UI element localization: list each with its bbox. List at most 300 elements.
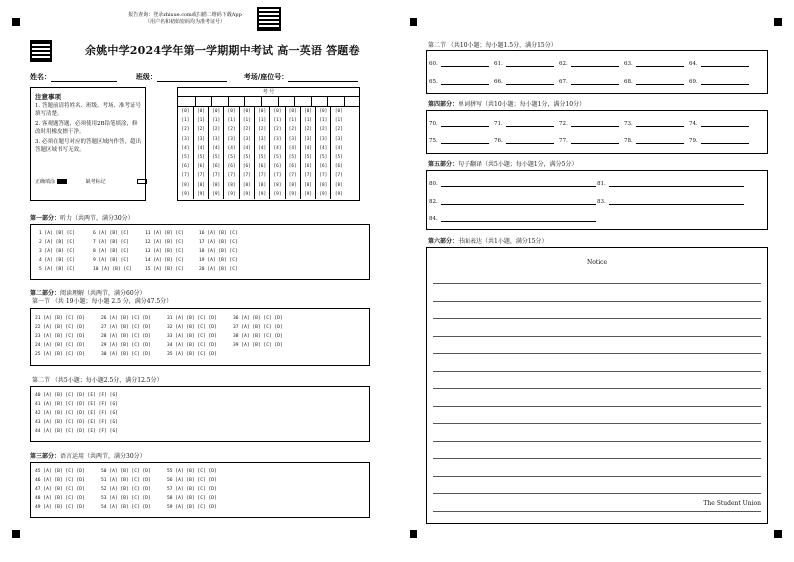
answer-line[interactable] bbox=[441, 121, 489, 127]
exam-digit-bubble[interactable]: [4] bbox=[270, 144, 285, 153]
exam-digit-bubble[interactable]: [4] bbox=[239, 144, 254, 153]
part2-heading-bold: 第二部分： bbox=[30, 290, 61, 297]
exam-digit-bubble[interactable]: [4] bbox=[300, 144, 315, 153]
item-number: 82. bbox=[429, 199, 438, 205]
exam-digit-bubble[interactable]: [2] bbox=[193, 125, 208, 134]
answer-item[interactable]: 43 [A] [B] [C] [D] [E] [F] [G] bbox=[35, 420, 118, 425]
exam-digit-bubble[interactable]: [3] bbox=[224, 135, 239, 144]
answer-line[interactable] bbox=[609, 199, 744, 205]
answer-item[interactable]: 56 [A] [B] [C] [D] bbox=[167, 478, 217, 483]
item-number: 76. bbox=[494, 138, 503, 144]
item-number: 70. bbox=[429, 121, 438, 127]
registration-mark bbox=[774, 530, 782, 538]
exam-digit-bubble[interactable]: [1] bbox=[316, 116, 331, 125]
answer-item[interactable]: 13 [A] [B] [C] bbox=[145, 249, 184, 254]
part5-translation-box bbox=[426, 170, 768, 230]
answer-item[interactable]: 48 [A] [B] [C] [D] bbox=[35, 496, 85, 501]
exam-digit-bubble[interactable]: [8] bbox=[181, 182, 190, 188]
correct-fill-label: 正确填涂 bbox=[35, 179, 56, 185]
answer-column bbox=[233, 314, 283, 350]
answer-item[interactable]: 21 [A] [B] [C] [D] bbox=[35, 316, 85, 321]
exam-digit-bubble[interactable]: [7] bbox=[300, 171, 315, 180]
answer-item[interactable]: 19 [A] [B] [C] bbox=[199, 258, 238, 263]
answer-line[interactable] bbox=[636, 79, 684, 85]
exam-digit-bubble[interactable]: [6] bbox=[285, 162, 300, 171]
exam-digit-bubble[interactable]: [9] bbox=[316, 190, 331, 199]
fill-item bbox=[559, 138, 619, 144]
exam-digit-bubble[interactable]: [7] bbox=[254, 171, 269, 180]
exam-digit-bubble[interactable]: [5] bbox=[224, 153, 239, 162]
exam-digit-bubble[interactable]: [3] bbox=[239, 135, 254, 144]
answer-item[interactable]: 58 [A] [B] [C] [D] bbox=[167, 496, 217, 501]
answer-line[interactable] bbox=[609, 181, 744, 187]
answer-item[interactable]: 50 [A] [B] [C] [D] bbox=[101, 469, 151, 474]
answer-item[interactable]: 39 [A] [B] [C] [D] bbox=[233, 343, 283, 348]
answer-item[interactable]: 38 [A] [B] [C] [D] bbox=[233, 334, 283, 339]
part1-answer-box bbox=[30, 224, 370, 280]
essay-writing-line[interactable] bbox=[433, 493, 761, 494]
answer-item[interactable]: 17 [A] [B] [C] bbox=[199, 240, 238, 245]
part3-heading bbox=[30, 451, 146, 460]
essay-writing-line[interactable] bbox=[433, 458, 761, 459]
answer-line[interactable] bbox=[506, 79, 554, 85]
answer-item[interactable]: 22 [A] [B] [C] [D] bbox=[35, 325, 85, 330]
answer-item[interactable]: 14 [A] [B] [C] bbox=[145, 258, 184, 263]
fill-item bbox=[429, 61, 489, 67]
answer-item[interactable]: 27 [A] [B] [C] [D] bbox=[101, 325, 151, 330]
exam-digit-bubble[interactable]: [2] bbox=[224, 125, 239, 134]
part3-heading-bold: 第三部分： bbox=[30, 453, 61, 460]
answer-line[interactable] bbox=[441, 61, 489, 67]
exam-digit-bubble[interactable]: [3] bbox=[316, 135, 331, 144]
answer-item[interactable]: 26 [A] [B] [C] [D] bbox=[101, 316, 151, 321]
answer-column bbox=[39, 229, 75, 274]
exam-digit-bubble[interactable]: [2] bbox=[270, 125, 285, 134]
essay-writing-line[interactable] bbox=[433, 441, 761, 442]
essay-writing-line[interactable] bbox=[433, 283, 761, 284]
exam-number-row bbox=[178, 153, 346, 162]
exam-digit-bubble[interactable]: [4] bbox=[209, 144, 224, 153]
exam-digit-bubble[interactable]: [5] bbox=[331, 153, 346, 162]
essay-writing-line[interactable] bbox=[433, 423, 761, 424]
answer-item[interactable]: 34 [A] [B] [C] [D] bbox=[167, 343, 217, 348]
answer-item[interactable]: 20 [A] [B] [C] bbox=[199, 267, 238, 272]
fill-item bbox=[494, 121, 554, 127]
answer-item[interactable]: 40 [A] [B] [C] [D] [E] [F] [G] bbox=[35, 393, 118, 398]
answer-line[interactable] bbox=[636, 138, 684, 144]
exam-digit-bubble[interactable]: [1] bbox=[224, 116, 239, 125]
answer-item[interactable]: 42 [A] [B] [C] [D] [E] [F] [G] bbox=[35, 411, 118, 416]
registration-mark bbox=[774, 18, 782, 26]
exam-digit-bubble[interactable]: [8] bbox=[331, 181, 346, 190]
seat-field[interactable] bbox=[288, 74, 358, 82]
exam-digit-bubble[interactable]: [0] bbox=[181, 109, 190, 114]
exam-digit-bubble[interactable]: [1] bbox=[300, 116, 315, 125]
exam-digit-bubble[interactable]: [7] bbox=[239, 171, 254, 180]
exam-number-row bbox=[178, 190, 346, 199]
item-number: 81. bbox=[597, 181, 606, 187]
exam-digit-bubble[interactable]: [2] bbox=[254, 125, 269, 134]
exam-digit-bubble[interactable]: [3] bbox=[270, 135, 285, 144]
exam-digit-bubble[interactable]: [7] bbox=[193, 171, 208, 180]
grid-divider bbox=[244, 97, 245, 107]
answer-item[interactable]: 10 [A] [B] [C] bbox=[93, 267, 132, 272]
exam-digit-bubble[interactable]: [2] bbox=[181, 127, 190, 133]
answer-column bbox=[101, 467, 151, 512]
part3-sub2-heading: 第二节 （共10小题；每小题1.5分，满分15分） bbox=[428, 42, 557, 49]
part2-sec1-answer-box bbox=[30, 308, 370, 366]
seat-label: 考场/座位号： bbox=[243, 72, 289, 81]
exam-digit-bubble[interactable]: [9] bbox=[254, 190, 269, 199]
answer-item[interactable]: 30 [A] [B] [C] [D] bbox=[101, 352, 151, 357]
exam-digit-bubble[interactable]: [9] bbox=[270, 190, 285, 199]
translation-84 bbox=[429, 216, 596, 222]
exam-digit-bubble[interactable]: [8] bbox=[285, 181, 300, 190]
exam-number-write-row[interactable] bbox=[178, 97, 359, 107]
answer-column bbox=[35, 391, 118, 436]
exam-digit-bubble[interactable]: [4] bbox=[285, 144, 300, 153]
grid-divider bbox=[311, 97, 312, 107]
part6-heading bbox=[428, 236, 547, 245]
answer-item[interactable]: 1 [A] [B] [C] bbox=[39, 231, 75, 236]
exam-digit-bubble[interactable]: [0] bbox=[285, 107, 300, 116]
notice-line: （用户名和初始密码均为准考证号） bbox=[144, 19, 225, 25]
answer-item[interactable]: 33 [A] [B] [C] [D] bbox=[167, 334, 217, 339]
exam-digit-bubble[interactable]: [0] bbox=[331, 107, 346, 116]
answer-line[interactable] bbox=[571, 79, 619, 85]
essay-writing-line[interactable] bbox=[433, 476, 761, 477]
exam-digit-bubble[interactable]: [4] bbox=[224, 144, 239, 153]
answer-column bbox=[167, 314, 217, 359]
part2-sec2-answer-box bbox=[30, 386, 370, 442]
exam-digit-bubble[interactable]: [9] bbox=[193, 190, 208, 199]
exam-digit-bubble[interactable]: [7] bbox=[209, 171, 224, 180]
answer-column bbox=[93, 229, 132, 274]
answer-column bbox=[35, 467, 85, 512]
exam-digit-bubble[interactable]: [6] bbox=[181, 164, 190, 170]
part3-fill-box bbox=[426, 50, 768, 94]
exam-digit-bubble[interactable]: [7] bbox=[285, 171, 300, 180]
answer-item[interactable]: 54 [A] [B] [C] [D] bbox=[101, 505, 151, 510]
exam-digit-bubble[interactable]: [2] bbox=[239, 125, 254, 134]
exam-digit-bubble[interactable]: [0] bbox=[193, 107, 208, 116]
exam-digit-bubble[interactable]: [1] bbox=[193, 116, 208, 125]
exam-digit-bubble[interactable]: [9] bbox=[224, 190, 239, 199]
answer-item[interactable]: 47 [A] [B] [C] [D] bbox=[35, 487, 85, 492]
registration-mark bbox=[12, 530, 20, 538]
answer-item[interactable]: 4 [A] [B] [C] bbox=[39, 258, 75, 263]
exam-number-row bbox=[178, 144, 346, 153]
answer-column bbox=[167, 467, 217, 512]
answer-item[interactable]: 8 [A] [B] [C] bbox=[93, 249, 129, 254]
exam-digit-bubble[interactable]: [3] bbox=[209, 135, 224, 144]
exam-digit-bubble[interactable]: [7] bbox=[316, 171, 331, 180]
answer-item[interactable]: 16 [A] [B] [C] bbox=[199, 231, 238, 236]
exam-digit-bubble[interactable]: [8] bbox=[239, 181, 254, 190]
answer-line[interactable] bbox=[506, 121, 554, 127]
answer-item[interactable]: 45 [A] [B] [C] [D] bbox=[35, 469, 85, 474]
exam-digit-bubble[interactable]: [8] bbox=[193, 181, 208, 190]
answer-item[interactable]: 37 [A] [B] [C] [D] bbox=[233, 325, 283, 330]
registration-mark bbox=[410, 530, 417, 538]
answer-line[interactable] bbox=[701, 138, 749, 144]
answer-line[interactable] bbox=[571, 121, 619, 127]
exam-digit-bubble[interactable]: [3] bbox=[254, 135, 269, 144]
exam-digit-bubble[interactable]: [9] bbox=[331, 190, 346, 199]
item-number: 77. bbox=[559, 138, 568, 144]
answer-item[interactable]: 52 [A] [B] [C] [D] bbox=[101, 487, 151, 492]
item-number: 64. bbox=[689, 61, 698, 67]
exam-digit-bubble[interactable]: [0] bbox=[300, 107, 315, 116]
fill-item bbox=[689, 121, 749, 127]
fill-item bbox=[689, 79, 749, 85]
exam-digit-bubble[interactable]: [1] bbox=[239, 116, 254, 125]
exam-digit-bubble[interactable]: [7] bbox=[270, 171, 285, 180]
class-field[interactable] bbox=[157, 74, 227, 82]
exam-digit-bubble[interactable]: [5] bbox=[254, 153, 269, 162]
answer-line[interactable] bbox=[636, 61, 684, 67]
answer-item[interactable]: 18 [A] [B] [C] bbox=[199, 249, 238, 254]
exam-digit-bubble[interactable]: [9] bbox=[239, 190, 254, 199]
note-item: 2. 客观题答题，必须使用2B铅笔填涂，修改时用橡皮擦干净。 bbox=[35, 121, 138, 135]
exam-digit-bubble[interactable]: [8] bbox=[254, 181, 269, 190]
exam-digit-bubble[interactable]: [8] bbox=[300, 181, 315, 190]
answer-item[interactable]: 25 [A] [B] [C] [D] bbox=[35, 352, 85, 357]
grid-divider bbox=[261, 97, 262, 107]
exam-digit-bubble[interactable]: [5] bbox=[181, 155, 190, 161]
exam-digit-bubble[interactable]: [5] bbox=[316, 153, 331, 162]
answer-item[interactable]: 3 [A] [B] [C] bbox=[39, 249, 75, 254]
exam-digit-bubble[interactable]: [2] bbox=[285, 125, 300, 134]
answer-column bbox=[35, 314, 85, 359]
exam-digit-bubble[interactable]: [8] bbox=[316, 181, 331, 190]
exam-digit-bubble[interactable]: [7] bbox=[331, 171, 346, 180]
essay-writing-line[interactable] bbox=[433, 336, 761, 337]
essay-writing-line[interactable] bbox=[433, 388, 761, 389]
exam-digit-bubble[interactable]: [4] bbox=[316, 144, 331, 153]
item-number: 65. bbox=[429, 79, 438, 85]
exam-digit-bubble[interactable]: [0] bbox=[209, 107, 224, 116]
grid-divider bbox=[195, 97, 196, 107]
item-number: 80. bbox=[429, 181, 438, 187]
answer-item[interactable]: 12 [A] [B] [C] bbox=[145, 240, 184, 245]
exam-digit-bubble[interactable]: [9] bbox=[285, 190, 300, 199]
answer-item[interactable]: 51 [A] [B] [C] [D] bbox=[101, 478, 151, 483]
answer-item[interactable]: 6 [A] [B] [C] bbox=[93, 231, 129, 236]
notes-heading: 注意事项 bbox=[35, 93, 61, 101]
exam-digit-bubble[interactable]: [5] bbox=[300, 153, 315, 162]
answer-item[interactable]: 53 [A] [B] [C] [D] bbox=[101, 496, 151, 501]
exam-digit-bubble[interactable]: [3] bbox=[331, 135, 346, 144]
exam-digit-bubble[interactable]: [7] bbox=[224, 171, 239, 180]
exam-number-row bbox=[178, 116, 346, 125]
exam-digit-bubble[interactable]: [3] bbox=[285, 135, 300, 144]
answer-line[interactable] bbox=[571, 61, 619, 67]
exam-number-label: 考 号 bbox=[178, 88, 359, 97]
exam-digit-bubble[interactable]: [3] bbox=[181, 136, 190, 142]
essay-writing-line[interactable] bbox=[433, 511, 761, 512]
exam-digit-bubble[interactable]: [2] bbox=[316, 125, 331, 134]
exam-number-grid bbox=[177, 87, 360, 201]
item-number: 66. bbox=[494, 79, 503, 85]
grid-divider bbox=[278, 97, 279, 107]
exam-digit-bubble[interactable]: [6] bbox=[224, 162, 239, 171]
part1-heading-rest: 听力（共两节，满分30分） bbox=[60, 215, 134, 222]
part2-sub1-heading: 第一节 （共 19小题；每小题 2.5 分，满分47.5分） bbox=[32, 298, 173, 305]
exam-digit-bubble[interactable]: [6] bbox=[239, 162, 254, 171]
answer-item[interactable]: 29 [A] [B] [C] [D] bbox=[101, 343, 151, 348]
part3-answer-box bbox=[30, 462, 370, 518]
absent-mark-box[interactable] bbox=[137, 179, 147, 184]
essay-box[interactable] bbox=[426, 247, 768, 524]
exam-digit-bubble[interactable]: [1] bbox=[270, 116, 285, 125]
part4-heading bbox=[428, 99, 585, 108]
exam-digit-bubble[interactable]: [6] bbox=[331, 162, 346, 171]
exam-digit-bubble[interactable]: [5] bbox=[239, 153, 254, 162]
exam-digit-bubble[interactable]: [4] bbox=[254, 144, 269, 153]
essay-writing-line[interactable] bbox=[433, 353, 761, 354]
exam-number-row bbox=[178, 125, 346, 134]
answer-line[interactable] bbox=[441, 181, 596, 187]
exam-digit-bubble[interactable]: [4] bbox=[193, 144, 208, 153]
answer-item[interactable]: 15 [A] [B] [C] bbox=[145, 267, 184, 272]
exam-digit-bubble[interactable]: [5] bbox=[270, 153, 285, 162]
essay-writing-line[interactable] bbox=[433, 318, 761, 319]
answer-item[interactable]: 31 [A] [B] [C] [D] bbox=[167, 316, 217, 321]
answer-item[interactable]: 5 [A] [B] [C] bbox=[39, 267, 75, 272]
answer-item[interactable]: 41 [A] [B] [C] [D] [E] [F] [G] bbox=[35, 402, 118, 407]
part6-heading-bold: 第六部分： bbox=[428, 238, 459, 245]
exam-digit-bubble[interactable]: [2] bbox=[331, 125, 346, 134]
exam-digit-bubble[interactable]: [1] bbox=[285, 116, 300, 125]
exam-digit-bubble[interactable]: [2] bbox=[300, 125, 315, 134]
essay-writing-line[interactable] bbox=[433, 406, 761, 407]
answer-line[interactable] bbox=[441, 216, 596, 222]
exam-digit-bubble[interactable]: [4] bbox=[181, 145, 190, 151]
fill-item bbox=[494, 79, 554, 85]
item-number: 69. bbox=[689, 79, 698, 85]
answer-line[interactable] bbox=[441, 79, 489, 85]
answer-item[interactable]: 35 [A] [B] [C] [D] bbox=[167, 352, 217, 357]
student-info-row bbox=[30, 72, 358, 82]
exam-digit-bubble[interactable]: [8] bbox=[224, 181, 239, 190]
answer-item[interactable]: 55 [A] [B] [C] [D] bbox=[167, 469, 217, 474]
answer-line[interactable] bbox=[506, 61, 554, 67]
exam-digit-bubble[interactable]: [9] bbox=[300, 190, 315, 199]
exam-digit-bubble[interactable]: [1] bbox=[331, 116, 346, 125]
exam-digit-bubble[interactable]: [0] bbox=[254, 107, 269, 116]
grid-divider bbox=[294, 97, 295, 107]
answer-item[interactable]: 2 [A] [B] [C] bbox=[39, 240, 75, 245]
answer-item[interactable]: 24 [A] [B] [C] [D] bbox=[35, 343, 85, 348]
exam-digit-bubble[interactable]: [6] bbox=[193, 162, 208, 171]
fill-item bbox=[559, 61, 619, 67]
answer-item[interactable]: 23 [A] [B] [C] [D] bbox=[35, 334, 85, 339]
answer-item[interactable]: 46 [A] [B] [C] [D] bbox=[35, 478, 85, 483]
exam-digit-bubble[interactable]: [7] bbox=[181, 173, 190, 179]
essay-writing-line[interactable] bbox=[433, 371, 761, 372]
exam-digit-bubble[interactable]: [1] bbox=[254, 116, 269, 125]
exam-digit-bubble[interactable]: [0] bbox=[270, 107, 285, 116]
answer-item[interactable]: 7 [A] [B] [C] bbox=[93, 240, 129, 245]
part4-heading-rest: 单词拼写（共10小题；每小题1分，满分10分） bbox=[458, 101, 586, 108]
answer-line[interactable] bbox=[701, 121, 749, 127]
exam-digit-bubble[interactable]: [8] bbox=[209, 181, 224, 190]
answer-item[interactable]: 32 [A] [B] [C] [D] bbox=[167, 325, 217, 330]
answer-item[interactable]: 36 [A] [B] [C] [D] bbox=[233, 316, 283, 321]
exam-number-bubbles bbox=[178, 107, 346, 199]
exam-digit-bubble[interactable]: [1] bbox=[209, 116, 224, 125]
part6-heading-rest: 书面表达（共1小题，满分15分） bbox=[458, 238, 548, 245]
answer-line[interactable] bbox=[636, 121, 684, 127]
answer-line[interactable] bbox=[441, 199, 596, 205]
exam-digit-bubble[interactable]: [8] bbox=[270, 181, 285, 190]
answer-line[interactable] bbox=[701, 61, 749, 67]
exam-digit-bubble[interactable]: [9] bbox=[181, 191, 190, 197]
fill-item bbox=[429, 79, 489, 85]
part3-heading-rest: 语言运用（共两节，满分30分） bbox=[60, 453, 146, 460]
answer-line[interactable] bbox=[571, 138, 619, 144]
answer-column bbox=[101, 314, 151, 359]
answer-item[interactable]: 57 [A] [B] [C] [D] bbox=[167, 487, 217, 492]
exam-digit-bubble[interactable]: [5] bbox=[209, 153, 224, 162]
exam-digit-bubble[interactable]: [4] bbox=[331, 144, 346, 153]
exam-digit-bubble[interactable]: [0] bbox=[239, 107, 254, 116]
exam-digit-bubble[interactable]: [6] bbox=[254, 162, 269, 171]
answer-item[interactable]: 59 [A] [B] [C] [D] bbox=[167, 505, 217, 510]
exam-number-row bbox=[178, 135, 346, 144]
exam-digit-bubble[interactable]: [5] bbox=[193, 153, 208, 162]
exam-digit-bubble[interactable]: [0] bbox=[316, 107, 331, 116]
item-number: 63. bbox=[624, 61, 633, 67]
item-number: 75. bbox=[429, 138, 438, 144]
fill-item bbox=[624, 121, 684, 127]
answer-line[interactable] bbox=[441, 138, 489, 144]
exam-digit-bubble[interactable]: [2] bbox=[209, 125, 224, 134]
essay-writing-line[interactable] bbox=[433, 301, 761, 302]
item-number: 79. bbox=[689, 138, 698, 144]
answer-item[interactable]: 49 [A] [B] [C] [D] bbox=[35, 505, 85, 510]
exam-digit-bubble[interactable]: [0] bbox=[224, 107, 239, 116]
answer-line[interactable] bbox=[701, 79, 749, 85]
answer-item[interactable]: 44 [A] [B] [C] [D] [E] [F] [G] bbox=[35, 429, 118, 434]
exam-digit-bubble[interactable]: [6] bbox=[209, 162, 224, 171]
answer-column bbox=[199, 229, 238, 274]
exam-digit-bubble[interactable]: [6] bbox=[300, 162, 315, 171]
item-number: 73. bbox=[624, 121, 633, 127]
item-number: 68. bbox=[624, 79, 633, 85]
exam-digit-bubble[interactable]: [6] bbox=[270, 162, 285, 171]
answer-item[interactable]: 11 [A] [B] [C] bbox=[145, 231, 184, 236]
absent-mark-label: 缺考标记 bbox=[85, 179, 106, 185]
download-notice bbox=[115, 12, 255, 26]
answer-item[interactable]: 28 [A] [B] [C] [D] bbox=[101, 334, 151, 339]
exam-digit-bubble[interactable]: [3] bbox=[193, 135, 208, 144]
fill-item bbox=[559, 121, 619, 127]
item-number: 83. bbox=[597, 199, 606, 205]
exam-digit-bubble[interactable]: [9] bbox=[209, 190, 224, 199]
answer-item[interactable]: 9 [A] [B] [C] bbox=[93, 258, 129, 263]
exam-digit-bubble[interactable]: [1] bbox=[181, 118, 190, 124]
part1-heading bbox=[30, 213, 134, 222]
exam-digit-bubble[interactable]: [6] bbox=[316, 162, 331, 171]
answer-line[interactable] bbox=[506, 138, 554, 144]
fill-item bbox=[429, 138, 489, 144]
name-field[interactable] bbox=[51, 74, 117, 82]
exam-digit-bubble[interactable]: [5] bbox=[285, 153, 300, 162]
exam-digit-bubble[interactable]: [3] bbox=[300, 135, 315, 144]
app-qr-code-icon bbox=[257, 7, 281, 31]
